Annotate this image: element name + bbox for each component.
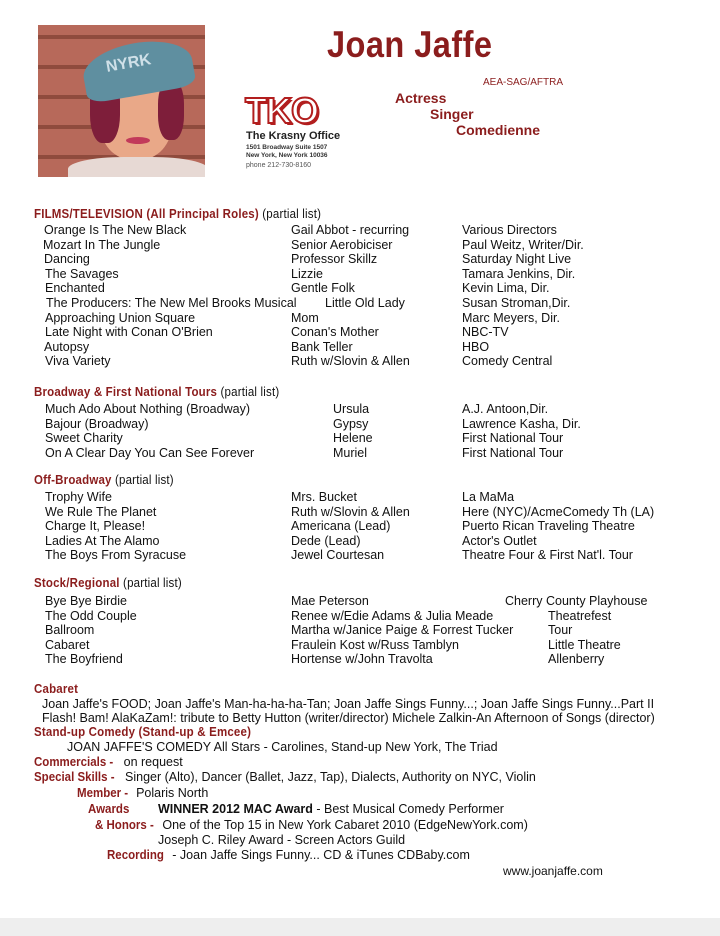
stock-heading-text: Stock/Regional — [34, 576, 120, 590]
stock-row — [0, 594, 720, 609]
recording-text: - Joan Jaffe Sings Funny... CD & iTunes CDBaby.com — [168, 848, 470, 862]
films-cell-1: Mozart In The Jungle — [43, 237, 161, 252]
offbroadway-cell-2: Ruth w/Slovin & Allen — [291, 504, 410, 519]
broadway-cell-2: Ursula — [333, 402, 370, 416]
skills-line — [34, 770, 536, 784]
broadway-cell-2: Muriel — [333, 445, 368, 460]
broadway-cell-3: First National Tour — [462, 445, 564, 460]
role-actress: Actress — [395, 90, 447, 106]
films-cell-2: Lizzie — [291, 266, 323, 281]
films-cell-2: Little Old Lady — [325, 296, 405, 310]
films-row — [0, 267, 720, 282]
stock-row — [0, 623, 720, 638]
standup-heading: Stand-up Comedy (Stand-up & Emcee) — [34, 725, 252, 739]
films-cell-1: Enchanted — [45, 281, 105, 296]
films-cell-3: Comedy Central — [462, 354, 553, 369]
broadway-cell-3: First National Tour — [462, 431, 564, 446]
offbroadway-heading — [34, 473, 174, 487]
offbroadway-cell-3: Theatre Four & First Nat'l. Tour — [462, 548, 633, 563]
award-rest: - Best Musical Comedy Performer — [312, 802, 504, 816]
cabaret-line-1: Joan Jaffe's FOOD; Joan Jaffe's Man-ha-ha-ha-Tan; Joan Jaffe Sings Funny...; Joan Jaffe Sings Funny...Part II — [42, 697, 655, 711]
unions: AEA-SAG/AFTRA — [483, 77, 564, 88]
member-label: Member - — [77, 786, 129, 800]
films-cell-2: Gail Abbot - recurring — [291, 223, 410, 237]
films-cell-3: HBO — [462, 339, 490, 354]
films-note: (partial list) — [262, 207, 322, 221]
films-row — [0, 252, 720, 267]
website-link[interactable]: www.joanjaffe.com — [503, 864, 603, 878]
stock-cell-3: Theatrefest — [548, 608, 612, 623]
role-comedienne: Comedienne — [456, 122, 541, 138]
films-row — [0, 238, 720, 253]
films-row — [0, 223, 720, 238]
films-cell-3: Various Directors — [462, 223, 557, 237]
broadway-note: (partial list) — [220, 385, 280, 399]
broadway-cell-1: Sweet Charity — [45, 431, 123, 446]
stock-row — [0, 609, 720, 624]
films-cell-2: Bank Teller — [291, 339, 353, 354]
offbroadway-row — [0, 548, 720, 563]
awards-label-text: Awards — [88, 802, 130, 816]
offbroadway-cell-3: Actor's Outlet — [462, 533, 537, 548]
offbroadway-cell-1: The Boys From Syracuse — [45, 548, 187, 563]
films-row — [0, 354, 720, 369]
stock-cell-1: Cabaret — [45, 637, 90, 652]
offbroadway-row — [0, 490, 720, 505]
films-cell-1: Approaching Union Square — [45, 310, 196, 325]
agency-address2: New York, New York 10036 — [246, 152, 328, 159]
films-cell-3: NBC-TV — [462, 325, 509, 340]
stock-cell-3: Tour — [548, 623, 573, 638]
stock-cell-3: Little Theatre — [548, 637, 621, 652]
stock-cell-2: Renee w/Edie Adams & Julia Meade — [291, 608, 494, 623]
offbroadway-cell-3: Here (NYC)/AcmeComedy Th (LA) — [462, 504, 655, 519]
films-row — [0, 340, 720, 355]
broadway-cell-2: Gypsy — [333, 416, 369, 431]
broadway-heading-text: Broadway & First National Tours — [34, 385, 218, 399]
broadway-row — [0, 446, 720, 461]
broadway-cell-3: A.J. Antoon,Dir. — [462, 402, 549, 416]
agency-logo — [245, 92, 365, 172]
films-cell-2: Senior Aerobiciser — [291, 237, 393, 252]
stock-cell-3: Cherry County Playhouse — [505, 594, 648, 608]
offbroadway-row — [0, 505, 720, 520]
stock-cell-2: Hortense w/John Travolta — [291, 652, 433, 667]
offbroadway-note: (partial list) — [115, 473, 174, 487]
award-line — [158, 802, 504, 816]
films-cell-1: Orange Is The New Black — [44, 223, 187, 237]
stock-cell-2: Mae Peterson — [291, 594, 369, 608]
films-row — [0, 281, 720, 296]
stock-cell-1: Ballroom — [45, 623, 95, 638]
offbroadway-cell-2: Mrs. Bucket — [291, 490, 357, 504]
commercials-line — [34, 755, 183, 769]
broadway-heading — [34, 385, 279, 399]
broadway-cell-3: Lawrence Kasha, Dir. — [462, 416, 581, 431]
films-cell-2: Professor Skillz — [291, 252, 378, 267]
honor-1: One of the Top 15 in New York Cabaret 2010 (EdgeNewYork.com) — [162, 818, 528, 832]
offbroadway-cell-2: Jewel Courtesan — [291, 548, 385, 563]
broadway-cell-1: Bajour (Broadway) — [45, 416, 149, 431]
films-heading — [34, 207, 321, 221]
recording-label: Recording — [107, 848, 164, 862]
films-row — [0, 296, 720, 311]
films-cell-3: Tamara Jenkins, Dir. — [462, 266, 576, 281]
broadway-row — [0, 402, 720, 417]
stock-note: (partial list) — [123, 576, 182, 590]
films-cell-3: Paul Weitz, Writer/Dir. — [462, 237, 584, 252]
cap-text: NYRK — [104, 51, 153, 76]
stock-cell-1: The Odd Couple — [45, 608, 137, 623]
offbroadway-cell-1: Charge It, Please! — [45, 519, 146, 534]
films-cell-1: Viva Variety — [45, 354, 111, 369]
films-cell-1: Autopsy — [44, 339, 90, 354]
headshot-photo — [38, 25, 205, 177]
agency-name: The Krasny Office — [246, 130, 341, 142]
agency-address1: 1501 Broadway Suite 1507 — [246, 144, 328, 151]
stock-row — [0, 638, 720, 653]
films-cell-2: Mom — [291, 310, 319, 325]
films-row — [0, 311, 720, 326]
recording-line — [107, 848, 470, 862]
films-cell-2: Ruth w/Slovin & Allen — [291, 354, 410, 369]
broadway-cell-2: Helene — [333, 431, 373, 446]
offbroadway-row — [0, 534, 720, 549]
skills-text: Singer (Alto), Dancer (Ballet, Jazz, Tap), Dialects, Authority on NYC, Violin — [125, 770, 536, 784]
commercials-text: on request — [123, 755, 183, 769]
offbroadway-row — [0, 519, 720, 534]
bottom-bar — [0, 918, 720, 936]
films-cell-1: Late Night with Conan O'Brien — [45, 325, 213, 340]
offbroadway-cell-1: Trophy Wife — [45, 490, 112, 504]
broadway-row — [0, 431, 720, 446]
films-cell-1: The Savages — [45, 266, 119, 281]
offbroadway-cell-3: La MaMa — [462, 490, 515, 504]
stock-heading — [34, 576, 182, 590]
films-cell-2: Conan's Mother — [291, 325, 379, 340]
broadway-cell-1: Much Ado About Nothing (Broadway) — [45, 402, 250, 416]
offbroadway-cell-2: Dede (Lead) — [291, 533, 361, 548]
stock-row — [0, 652, 720, 667]
offbroadway-cell-1: Ladies At The Alamo — [45, 533, 160, 548]
stock-cell-2: Fraulein Kost w/Russ Tamblyn — [291, 637, 459, 652]
films-cell-1: Dancing — [44, 252, 90, 267]
stock-cell-3: Allenberry — [548, 652, 605, 667]
award-bold: WINNER 2012 MAC Award — [158, 802, 313, 816]
commercials-label: Commercials - — [34, 755, 114, 769]
name-heading: Joan Jaffe — [327, 24, 493, 65]
cabaret-line-2: Flash! Bam! AlaKaZam!: tribute to Betty Hutton (writer/director) Michele Zalkin-An Afternoon of Songs (director) — [42, 711, 655, 725]
offbroadway-heading-text: Off-Broadway — [34, 473, 112, 487]
films-cell-2: Gentle Folk — [291, 281, 355, 296]
films-cell-3: Kevin Lima, Dir. — [462, 281, 550, 296]
offbroadway-cell-3: Puerto Rican Traveling Theatre — [462, 519, 635, 534]
broadway-cell-1: On A Clear Day You Can See Forever — [45, 445, 255, 460]
honors-label: & Honors - — [95, 818, 154, 832]
role-singer: Singer — [430, 106, 474, 122]
offbroadway-cell-2: Americana (Lead) — [291, 519, 391, 534]
honors-line-1 — [95, 818, 528, 832]
offbroadway-cell-1: We Rule The Planet — [45, 504, 157, 519]
skills-label: Special Skills - — [34, 770, 115, 784]
stock-cell-1: Bye Bye Birdie — [45, 594, 127, 608]
broadway-row — [0, 417, 720, 432]
films-cell-3: Susan Stroman,Dir. — [462, 296, 571, 310]
member-text: Polaris North — [136, 786, 209, 800]
films-cell-3: Saturday Night Live — [462, 252, 572, 267]
films-cell-3: Marc Meyers, Dir. — [462, 310, 560, 325]
films-row — [0, 325, 720, 340]
films-cell-1: The Producers: The New Mel Brooks Musical — [46, 296, 297, 310]
agency-phone: phone 212-730-8160 — [246, 162, 312, 169]
stock-cell-1: The Boyfriend — [45, 652, 123, 667]
awards-label — [88, 802, 133, 816]
films-heading-text: FILMS/TELEVISION (All Principal Roles) — [34, 207, 259, 221]
stock-cell-2: Martha w/Janice Paige & Forrest Tucker — [291, 623, 514, 638]
honor-2: Joseph C. Riley Award - Screen Actors Guild — [158, 833, 406, 847]
member-line — [77, 786, 208, 800]
tko-logo-text: TKO — [245, 90, 318, 131]
cabaret-heading: Cabaret — [34, 682, 79, 696]
standup-line: JOAN JAFFE'S COMEDY All Stars - Carolines, Stand-up New York, The Triad — [67, 740, 498, 754]
